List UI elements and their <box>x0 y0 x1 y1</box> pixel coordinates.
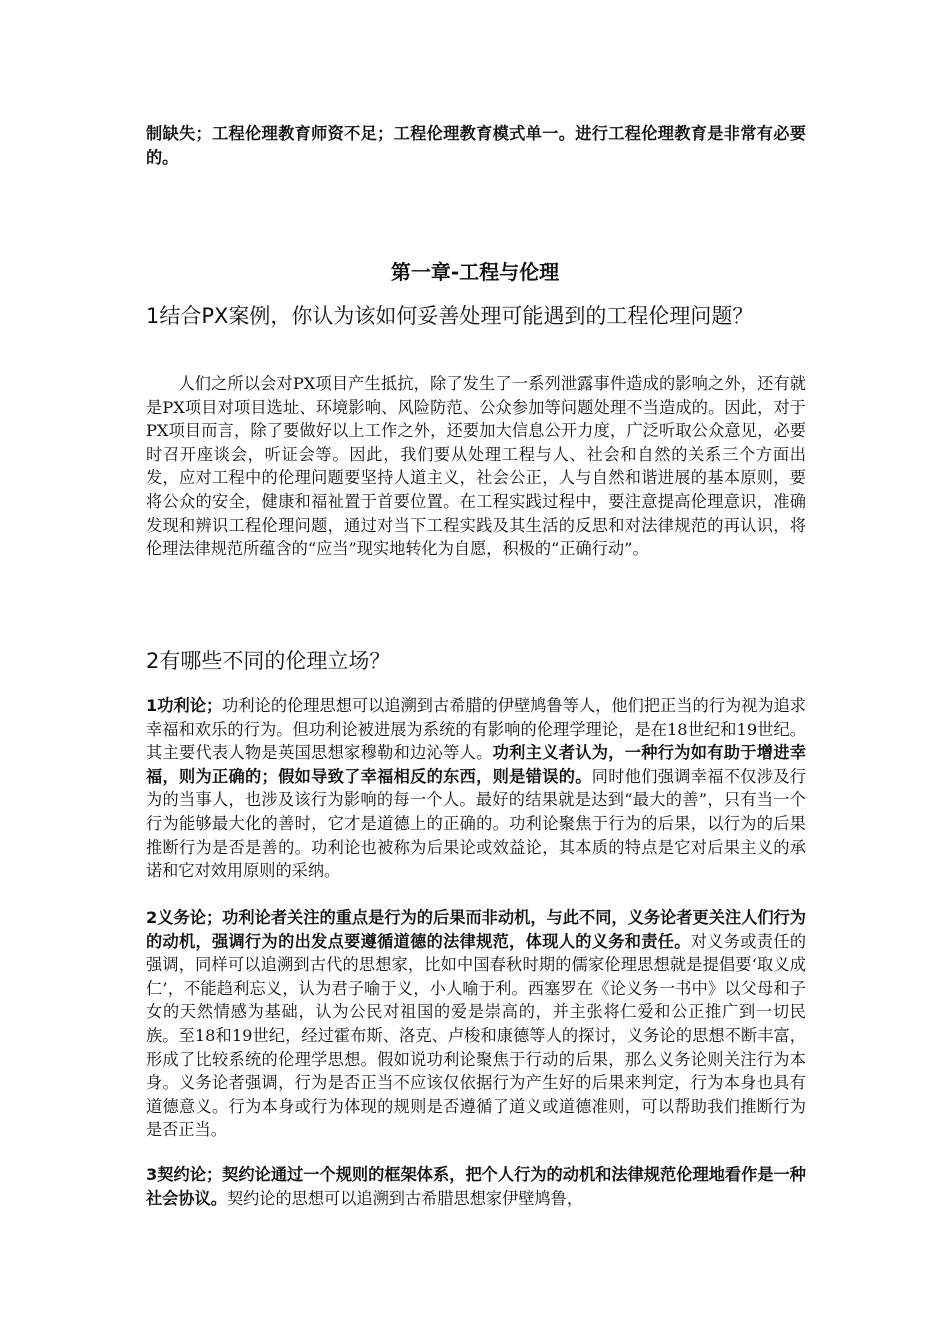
contractarianism-paragraph <box>146 1163 806 1210</box>
question-1-answer: 人们之所以会对PX项目产生抵抗，除了发生了一系列泄露事件造成的影响之外，还有就是PX项目对项目选址、环境影响、风险防范、公众参加等问题处理不当造成的。因此，对于PX项目而言，除了要做好以上工作之外，还要加大信息公开力度，广泛听取公众意见，必要时召开座谈会，听证会等。因此，我们要从处理工程与人、社会和自然的关系三个方面出发，应对工程中的伦理问题要坚持人道主义，社会公正，人与自然和谐进展的基本原则，要将公众的安全，健康和福祉置于首要位置。在工程实践过程中，要注意提高伦理意识，准确发现和辨识工程伦理问题，通过对当下工程实践及其生活的反思和对法律规范的再认识，将伦理法律规范所蕴含的“应当”现实地转化为自愿，积极的“正确行动”。 <box>146 374 806 559</box>
chapter-title: 第一章-工程与伦理 <box>390 260 560 284</box>
contractarianism-text: 契约论的思想可以追溯到古希腊思想家伊壁鸠鲁， <box>226 1188 584 1208</box>
utilitarianism-label: 1功利论； <box>146 696 223 715</box>
deontology-bold-text: 2义务论；功利论者关注的重点是行为的后果而非动机，与此不同，义务论者更关注人们行为的动机，强调行为的出发点要遵循道德的法律规范，体现人的义务和责任。 <box>146 908 806 951</box>
utilitarianism-text-b: 同时他们强调幸福不仅涉及行为的当事人，也涉及该行为影响的每一个人。最好的结果就是达到“最大的善”，只有当一个行为能够最大化的善时，它才是道德上的正确的。功利论聚焦于行为的后果，以行为的后果推断行为是否是善的。功利论也被称为后果论或效益论，其本质的特点是它对后果主义的承诺和它对效用原则的采纳。 <box>146 766 807 881</box>
question-1-heading: 1结合PX案例，你认为该如何妥善处理可能遇到的工程伦理问题？ <box>146 304 754 328</box>
deontology-paragraph <box>146 906 806 1142</box>
deontology-text: 对义务或责任的强调，同样可以追溯到古代的思想家，比如中国春秋时期的儒家伦理思想就是提倡要‘取义成仁’，不能趋利忘义，认为君子喻于义，小人喻于利。西塞罗在《论义务一书中》以父母和子女的天然情感为基础，认为公民对祖国的爱是崇高的，并主张将仁爱和公正推广到一切民族。至18和19世纪，经过霍布斯、洛克、卢梭和康德等人的探讨，义务论的思想不断丰富，形成了比较系统的伦理学思想。假如说功利论聚焦于行动的后果，那么义务论则关注行为本身。义务论者强调，行为是否正当不应该仅依据行为产生好的后果来判定，行为本身也具有道德意义。行为本身或行为体现的规则是否遵循了道义或道德准则，可以帮助我们推断行为是否正当。 <box>146 931 807 1140</box>
utilitarianism-text-a: 功利论的伦理思想可以追溯到古希腊的伊壁鸠鲁等人，他们把正当的行为视为追求幸福和欢乐的行为。但功利论被进展为系统的有影响的伦理学理论，是在18世纪和19世纪。其主要代表人物是英国思想家穆勒和边沁等人。 <box>146 696 806 763</box>
question-2-heading: 2有哪些不同的伦理立场？ <box>146 649 391 673</box>
utilitarianism-bold-text: 功利主义者认为，一种行为如有助于增进幸福，则为正确的；假如导致了幸福相反的东西，则是错误的。 <box>146 743 807 786</box>
contractarianism-bold-text: 3契约论；契约论通过一个规则的框架体系，把个人行为的动机和法律规范伦理地看作是一种社会协议。 <box>146 1165 806 1208</box>
intro-paragraph: 制缺失；工程伦理教育师资不足；工程伦理教育模式单一。进行工程伦理教育是非常有必要的。 <box>146 124 806 167</box>
utilitarianism-paragraph <box>146 694 806 883</box>
